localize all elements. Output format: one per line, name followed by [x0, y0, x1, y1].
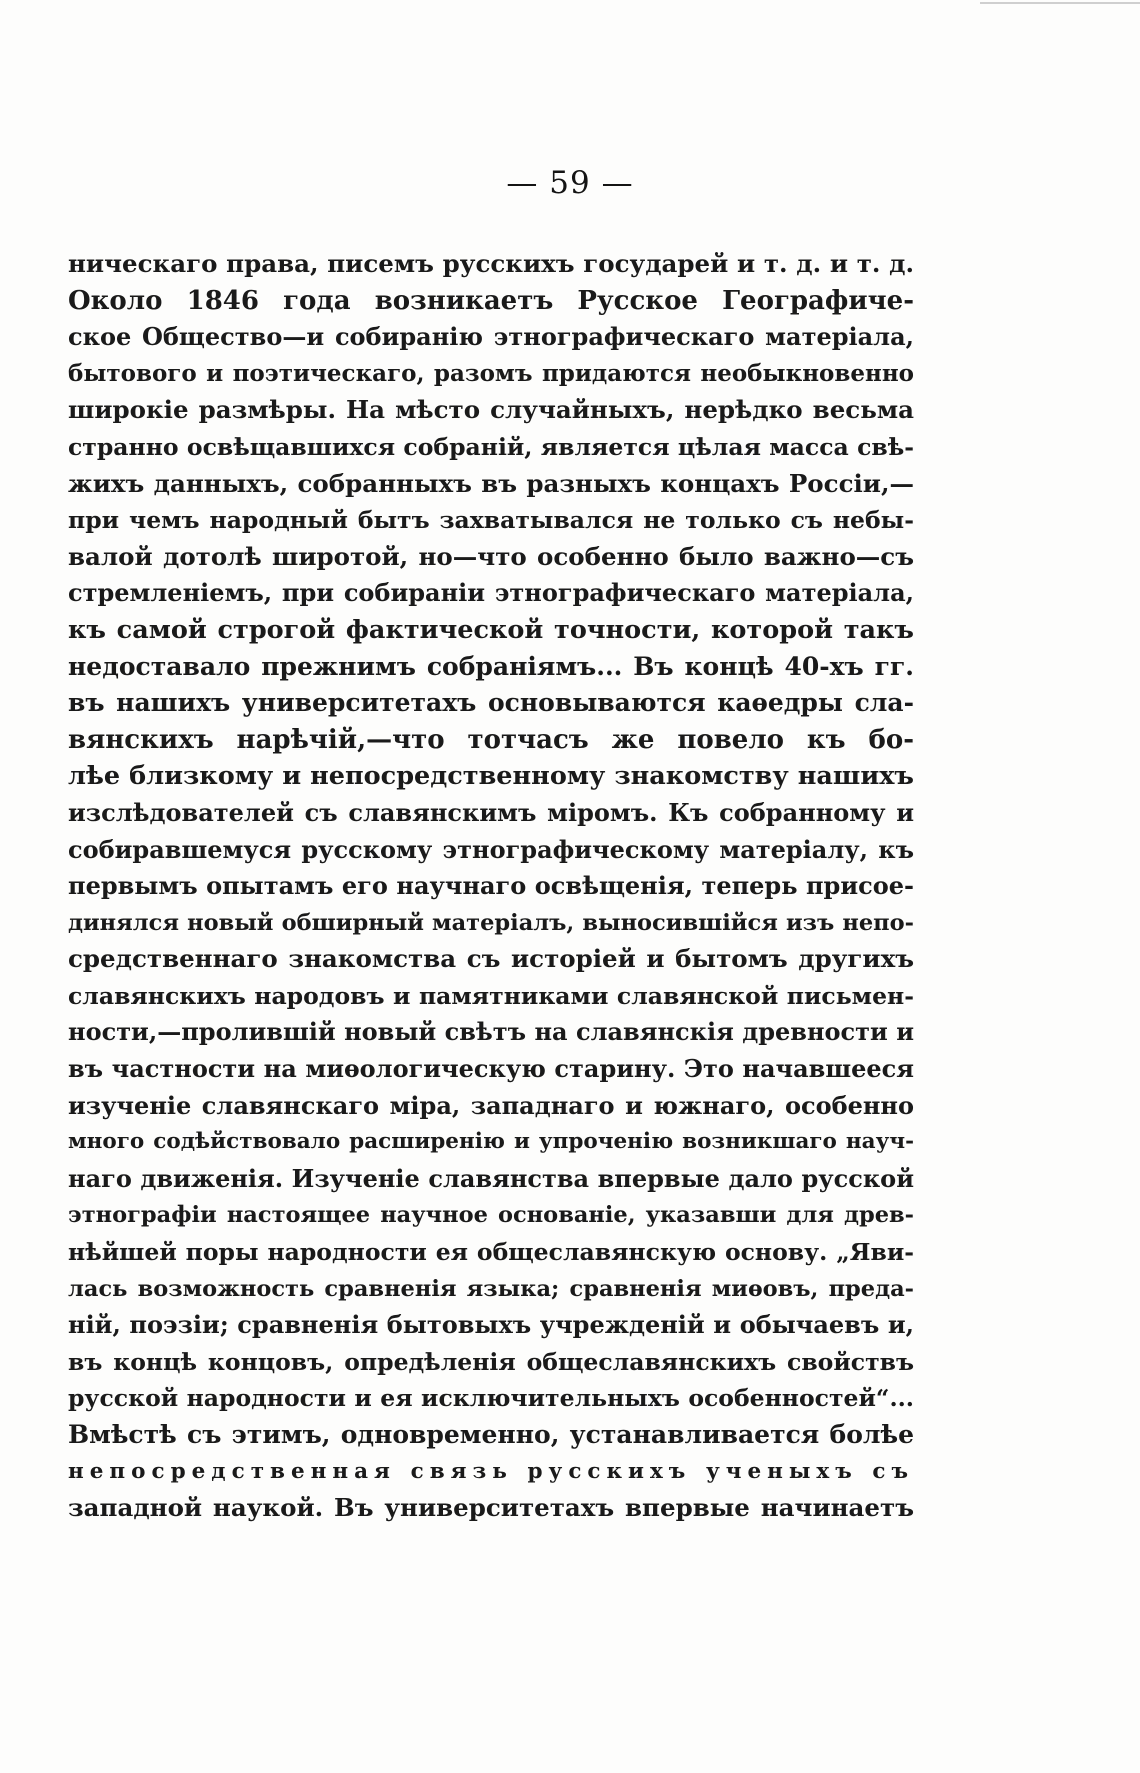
text-line: изслѣдователей съ славянскимъ міромъ. Къ собранному и: [68, 797, 914, 827]
text-line: Около 1846 года возникаетъ Русское Географиче-: [68, 285, 914, 316]
text-line: собиравшемуся русскому этнографическому матеріалу, къ: [68, 834, 914, 864]
page-number: — 59 —: [506, 165, 634, 201]
text-line: динялся новый обширный матеріалъ, выносившійся изъ непо-: [68, 909, 914, 936]
text-line: широкіе размѣры. На мѣсто случайныхъ, нерѣдко весьма: [68, 395, 914, 425]
text-line: нѣйшей поры народности ея общеславянскую основу. „Яви-: [68, 1238, 914, 1267]
text-line: много содѣйствовало расширенію и упроченію возникшаго науч-: [68, 1129, 914, 1155]
text-line: ническаго права, писемъ русскихъ государей и т. д. и т. д.: [68, 249, 914, 278]
text-line: недоставало прежнимъ собраніямъ... Въ концѣ 40-хъ гг.: [68, 651, 914, 681]
scan-edge-rule: [980, 2, 1140, 4]
text-line: къ самой строгой фактической точности, которой такъ: [68, 614, 914, 645]
text-line: западной наукой. Въ университетахъ впервые начинаетъ: [68, 1493, 914, 1523]
text-line: славянскихъ народовъ и памятниками славянской письмен-: [68, 981, 914, 1010]
text-line: ское Общество—и собиранію этнографическаго матеріала,: [68, 322, 914, 352]
text-line: русской народности и ея исключительныхъ особенностей“...: [68, 1384, 914, 1413]
text-line: бытового и поэтическаго, разомъ придаются необыкновенно: [68, 359, 914, 387]
text-line: первымъ опытамъ его научнаго освѣщенія, теперь присое-: [68, 871, 914, 901]
text-line: въ частности на миѳологическую старину. Это начавшееся: [68, 1054, 914, 1084]
text-line: изученіе славянскаго міра, западнаго и южнаго, особенно: [68, 1090, 914, 1120]
text-line: этнографіи настоящее научное основаніе, указавши для древ-: [68, 1202, 914, 1229]
text-line: странно освѣщавшихся собраній, является цѣлая масса свѣ-: [68, 432, 914, 461]
body-text: [68, 246, 914, 1527]
text-line: лѣе близкому и непосредственному знакомству нашихъ: [68, 761, 914, 792]
text-line: вянскихъ нарѣчій,—что тотчасъ же повело къ бо-: [68, 724, 914, 755]
text-line: стремленіемъ, при собираніи этнографическаго матеріала,: [68, 578, 914, 608]
text-line: лась возможность сравненія языка; сравненія миѳовъ, преда-: [68, 1275, 914, 1302]
text-line: средственнаго знакомства съ исторіей и бытомъ другихъ: [68, 944, 914, 974]
text-line: ности,—пролившій новый свѣтъ на славянскія древности и: [68, 1017, 914, 1047]
text-line: въ нашихъ университетахъ основываются каѳедры сла-: [68, 688, 914, 718]
text-line: непосредственная связь русскихъ ученыхъ съ: [68, 1458, 914, 1484]
text-line: наго движенія. Изученіе славянства впервые дало русской: [68, 1163, 914, 1193]
text-line: Вмѣстѣ съ этимъ, одновременно, устанавливается болѣе: [68, 1420, 914, 1449]
text-line: ній, поэзіи; сравненія бытовыхъ учрежденій и обычаевъ и,: [68, 1310, 914, 1340]
text-line: при чемъ народный бытъ захватывался не только съ небы-: [68, 506, 914, 535]
text-line: жихъ данныхъ, собранныхъ въ разныхъ концахъ Россіи,—: [68, 468, 914, 498]
text-line: въ концѣ концовъ, опредѣленія общеславянскихъ свойствъ: [68, 1347, 914, 1376]
text-line: валой дотолѣ широтой, но—что особенно было важно—съ: [68, 541, 914, 571]
